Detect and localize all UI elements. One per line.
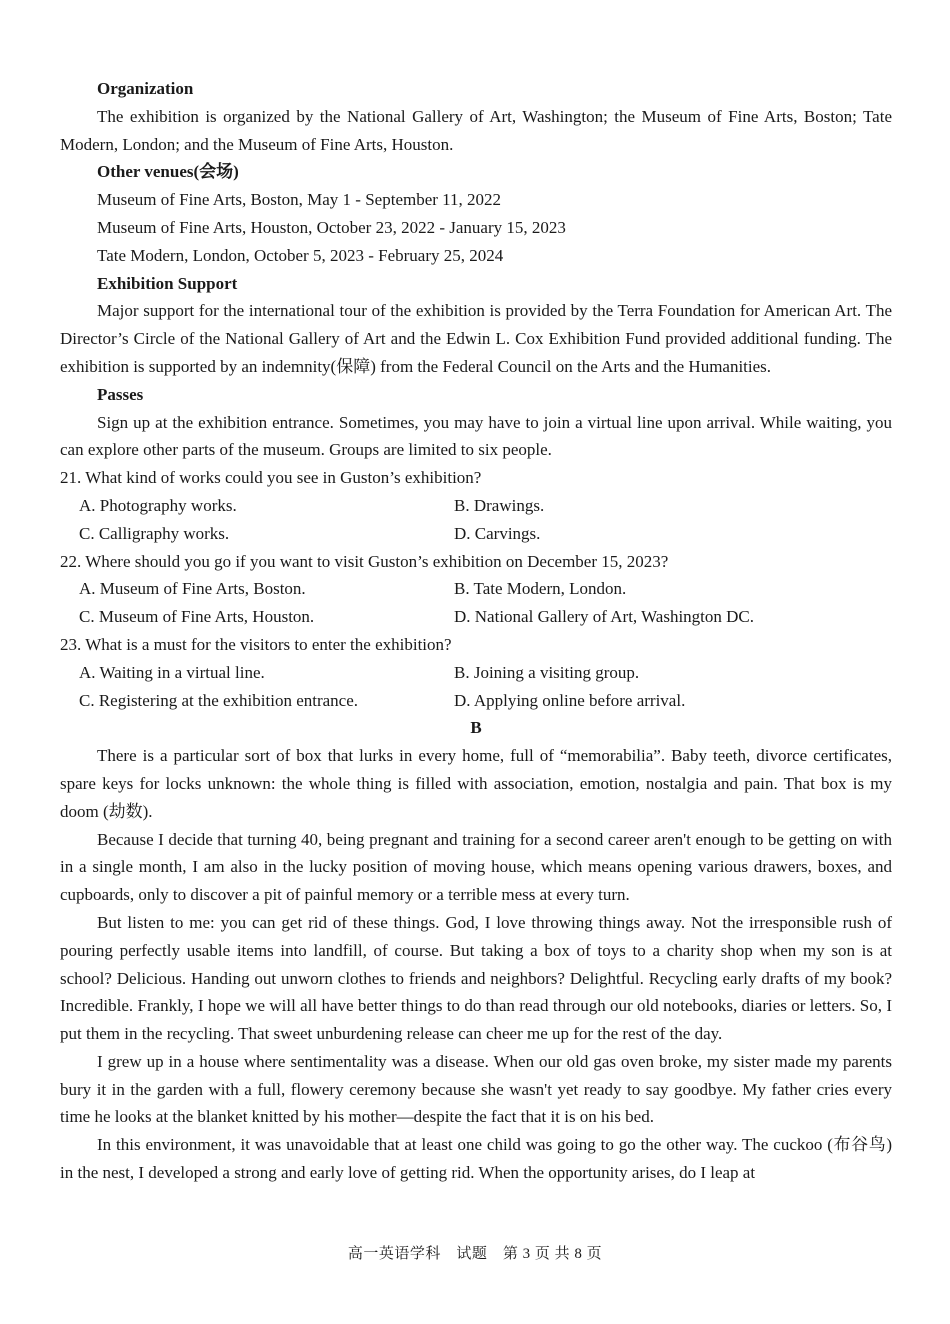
- support-text: Major support for the international tour of the exhibition is provided by the Terra Foundation for American Art. The Director’s Circle of the National Gallery of Art and the Edwin L. Cox Exhibition Fund provided additional funding. The exhibition is supported by an indemnity(保障) from the Federal Council on the Arts and the Humanities.: [60, 301, 892, 376]
- passage-paragraph: But listen to me: you can get rid of these things. God, I love throwing things away. Not the irresponsible rush of pouring perfectly usable items into landfill, of course. But taking a box of toys to a charity shop when my son is at school? Delicious. Handing out unworn clothes to friends and neighbors? Delightful. Recycling early drafts of my book? Incredible. Frankly, I hope we will all have better things to do than read through our old notebooks, diaries or letters. So, I put them in the recycling. That sweet unburdening release can cheer me up for the rest of the day.: [60, 912, 892, 1044]
- option-b: B. Joining a visiting group.: [454, 662, 640, 682]
- option-b: B. Tate Modern, London.: [454, 579, 627, 599]
- question-21: 21. What kind of works could you see in Guston’s exhibition?: [60, 468, 482, 488]
- option-a: A. Waiting in a virtual line.: [79, 662, 265, 682]
- option-b: B. Drawings.: [454, 495, 545, 515]
- page-content: [60, 75, 892, 1187]
- option-c: C. Registering at the exhibition entrance.: [79, 690, 359, 710]
- passage-paragraph: In this environment, it was unavoidable that at least one child was going to go the other way. The cuckoo (布谷鸟) in the nest, I developed a strong and early love of getting rid. When the opportunity arises, do I leap at: [60, 1135, 892, 1183]
- page-footer: 高一英语学科 试题 第 3 页 共 8 页: [347, 1246, 603, 1262]
- option-a: A. Photography works.: [79, 495, 237, 515]
- question-23-options-row-2: [60, 687, 892, 715]
- question-22: 22. Where should you go if you want to visit Guston’s exhibition on December 15, 2023?: [60, 551, 669, 571]
- venue-item: Museum of Fine Arts, Houston, October 23, 2022 - January 15, 2023: [97, 217, 566, 237]
- organization-text: The exhibition is organized by the National Gallery of Art, Washington; the Museum of Fine Arts, Boston; Tate Modern, London; and the Museum of Fine Arts, Houston.: [60, 106, 892, 154]
- question-21-options-row-2: [60, 520, 892, 548]
- passage-paragraph: I grew up in a house where sentimentality was a disease. When our old gas oven broke, my sister made my parents bury it in the garden with a full, flowery ceremony because she wasn't yet ready to say goodbye. My father cries every time he looks at the blanket knitted by his mother—despite the fact that it is on his bed.: [60, 1051, 892, 1127]
- question-22-options-row-1: [60, 575, 892, 603]
- question-22-options-row-2: [60, 603, 892, 631]
- passes-text: Sign up at the exhibition entrance. Sometimes, you may have to join a virtual line upon arrival. While waiting, you can explore other parts of the museum. Groups are limited to six people.: [60, 412, 892, 460]
- venue-item: Tate Modern, London, October 5, 2023 - February 25, 2024: [97, 245, 504, 265]
- question-21-options-row-1: [60, 492, 892, 520]
- section-b-title: B: [470, 718, 482, 738]
- support-heading: Exhibition Support: [97, 273, 238, 293]
- organization-heading: Organization: [97, 79, 194, 98]
- option-d: D. Carvings.: [454, 523, 541, 543]
- passage-paragraph: Because I decide that turning 40, being pregnant and training for a second career aren't enough to be getting on with in a single month, I am also in the lucky position of moving house, which means opening various drawers, boxes, and cupboards, only to discover a pit of painful memory or a terrible mess at every turn.: [60, 829, 892, 905]
- question-23-options-row-1: [60, 659, 892, 687]
- passage-paragraph: There is a particular sort of box that lurks in every home, full of “memorabilia”. Baby teeth, divorce certificates, spare keys for locks unknown: the whole thing is filled with association, emotion, nostalgia and pain. That box is my doom (劫数).: [60, 746, 892, 821]
- option-c: C. Museum of Fine Arts, Houston.: [79, 607, 315, 627]
- option-d: D. National Gallery of Art, Washington DC.: [454, 607, 755, 627]
- option-c: C. Calligraphy works.: [79, 523, 230, 543]
- venues-heading: Other venues(会场): [97, 162, 239, 182]
- passes-heading: Passes: [97, 384, 144, 404]
- option-d: D. Applying online before arrival.: [454, 690, 686, 710]
- venue-item: Museum of Fine Arts, Boston, May 1 - September 11, 2022: [97, 190, 502, 210]
- question-23: 23. What is a must for the visitors to enter the exhibition?: [60, 634, 452, 654]
- option-a: A. Museum of Fine Arts, Boston.: [79, 579, 306, 599]
